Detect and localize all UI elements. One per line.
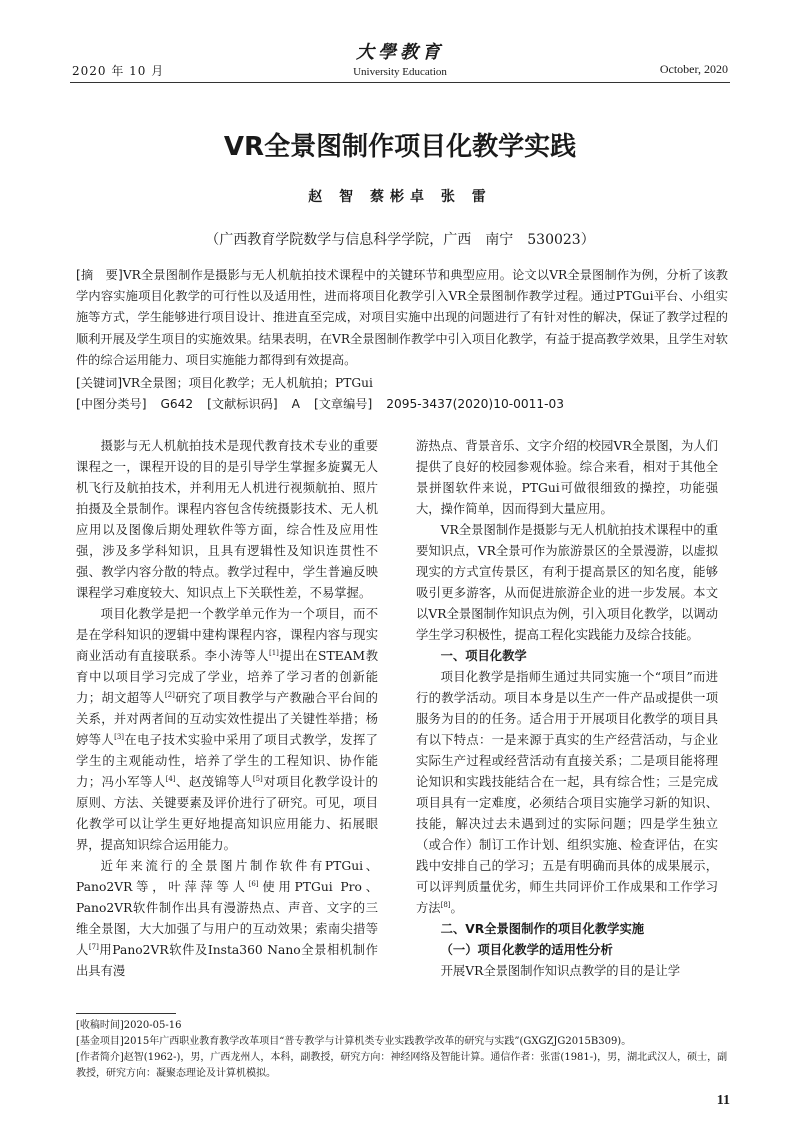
keywords [76,373,728,394]
body-paragraph: 项目化教学是把一个教学单元作为一个项目，而不是在学科知识的逻辑中建构课程内容，课程内容与现实商业活动有直接联系。李小涛等人[1]提出在STEAM教育中以项目学习完成了学业，培养了学习者的创新能力；胡文超等人[2]研究了项目教学与产教融合平台间的关系，并对两者间的互动实效性提出了关键性举措；杨婷等人[3]在电子技术实验中采用了项目式教学，发挥了学生的主观能动性，培养了学生的工程知识、协作能力；冯小军等人[4]、赵茂锦等人[5]对项目化教学设计的原则、方法、关键要素及评价进行了研究。可见，项目化教学可以让学生更好地提高知识应用能力、拓展眼界，提高知识综合运用能力。 [76,607,378,852]
body-paragraph: VR全景图制作是摄影与无人机航拍技术课程中的重要知识点，VR全景可作为旅游景区的全景漫游，以虚拟现实的方式宣传景区，有利于提高景区的知名度，能够吸引更多游客，从而促进旅游企业的进一步发展。本文以VR全景图制作知识点为例，引入项目化教学，以调动学生学习积极性，提高工程化实践能力及综合技能。 [416,523,718,642]
abstract-text: VR全景图制作是摄影与无人机航拍技术课程中的关键环节和典型应用。论文以VR全景图制作为例，分析了该教学内容实施项目化教学的可行性以及适用性，进而将项目化教学引入VR全景图制作教学过程。通过PTGui平台、小组实施等方式，学生能够进行项目设计、推进直至完成，对项目实施中出现的问题进行了有针对性的解决，保证了教学过程的顺利开展及学生项目的实施效果。结果表明，在VR全景图制作教学中引入项目化教学，有益于提高教学效果，且学生对软件的综合运用能力、项目实施能力都得到有效提高。 [76,268,728,367]
footnote-received: [收稿时间]2020-05-16 [76,1020,182,1031]
keywords-label: [关键词] [76,376,123,390]
clc-label: [中图分类号] [76,397,147,411]
section-heading: 一、项目化教学 [440,649,527,663]
article-number-label: [文章编号] [313,397,373,411]
footnote-author: [作者简介]赵智(1962-)，男，广西龙州人，本科，副教授，研究方向：神经网络及智能计算。通信作者：张雷(1981-)，男，湖北武汉人，硕士，副教授，研究方向：凝聚态理论及计算机模拟。 [76,1052,728,1079]
journal-name-en: University Education [353,66,447,78]
page-number: 11 [716,1093,730,1108]
abstract-label: [摘 要] [76,268,123,282]
keywords-text: VR全景图；项目化教学；无人机航拍；PTGui [122,376,373,390]
body-paragraph: 项目化教学是指师生通过共同实施一个“项目”而进行的教学活动。项目本身是以生产一件产品或提供一项服务为目的的任务。适合用于开展项目化教学的项目具有以下特点：一是来源于真实的生产经营活动，与企业实际生产过程或经营活动有直接关系；二是项目能将理论知识和实践技能结合在一起，具有综合性；三是完成项目具有一定难度，必须结合项目实施学习新的知识、技能，解决过去未遇到过的实际问题；四是学生独立（或合作）制订工作计划、组织实施、检查评估，在实践中安排自己的学习；五是有明确而具体的成果展示，可以评判质量优劣，师生共同评价工作成果和工作学习方法[8]。 [416,670,718,915]
body-paragraph: 近年来流行的全景图片制作软件有PTGui、Pano2VR等，叶萍萍等人[6]使用PTGui Pro、Pano2VR软件制作出具有漫游热点、声音、文字的三维全景图，大大加强了与用户的互动效果；索南尖措等人[7]用Pano2VR软件及Insta360 Nano全景相机制作出具有漫 [76,859,379,978]
citation-marker: [3] [114,732,125,741]
doc-code-label: [文献标识码] [207,397,278,411]
citation-marker: [5] [252,774,263,783]
citation-marker: [7] [88,942,99,951]
section-heading: 二、VR全景图制作的项目化教学实施 [440,922,645,936]
abstract [76,265,728,371]
citation-marker: [4] [165,774,176,783]
clc-value: G642 [160,397,194,411]
header-date-en: October, 2020 [659,62,728,76]
citation-marker: [1] [268,648,279,657]
doc-code-value: A [291,397,300,411]
footnote-fund: [基金项目]2015年广西职业教育教学改革项目“普专教学与计算机类专业实践教学改革的研究与实践”(GXGZJG2015B309)。 [76,1036,632,1047]
citation-marker: [2] [164,690,175,699]
subsection-heading: （一）项目化教学的适用性分析 [440,943,613,957]
journal-logo: 大學教育 [356,42,444,63]
article-number-value: 2095-3437(2020)10-0011-03 [386,397,565,411]
body-paragraph: 摄影与无人机航拍技术是现代教育技术专业的重要课程之一，课程开设的目的是引导学生掌握多旋翼无人机飞行及航拍技术，并利用无人机进行视频航拍、照片拍摄及全景制作。课程内容包含传统摄影技术、无人机应用以及图像后期处理软件等方面，综合性及应用性强，涉及多学科知识，且具有逻辑性及知识连贯性不强、教学内容分散的特点。教学过程中，学生普遍反映课程学习难度较大、知识点上下关联性差，不易掌握。 [76,439,378,600]
footnote-divider [76,1013,176,1014]
header-date-cn: 2020 年 10 月 [72,64,165,78]
body-paragraph: 游热点、背景音乐、文字介绍的校园VR全景图，为人们提供了良好的校园参观体验。综合来看，相对于其他全景拼图软件来说，PTGui可做很细致的操控，功能强大，操作简单，因而得到大量应用。 [416,439,718,516]
article-title: VR全景图制作项目化教学实践 [223,132,577,162]
citation-marker: [8] [440,900,451,909]
citation-marker: [6] [248,879,259,888]
body-column-left [76,436,378,982]
body-paragraph: 开展VR全景图制作知识点教学的目的是让学 [440,964,681,978]
header-divider [70,82,730,83]
article-authors: 赵 智 蔡彬卓 张 雷 [308,189,492,205]
author-affiliation: （广西教育学院数学与信息科学学院，广西 南宁 530023） [205,232,595,248]
body-column-right [416,436,718,982]
classification-line [76,394,728,415]
